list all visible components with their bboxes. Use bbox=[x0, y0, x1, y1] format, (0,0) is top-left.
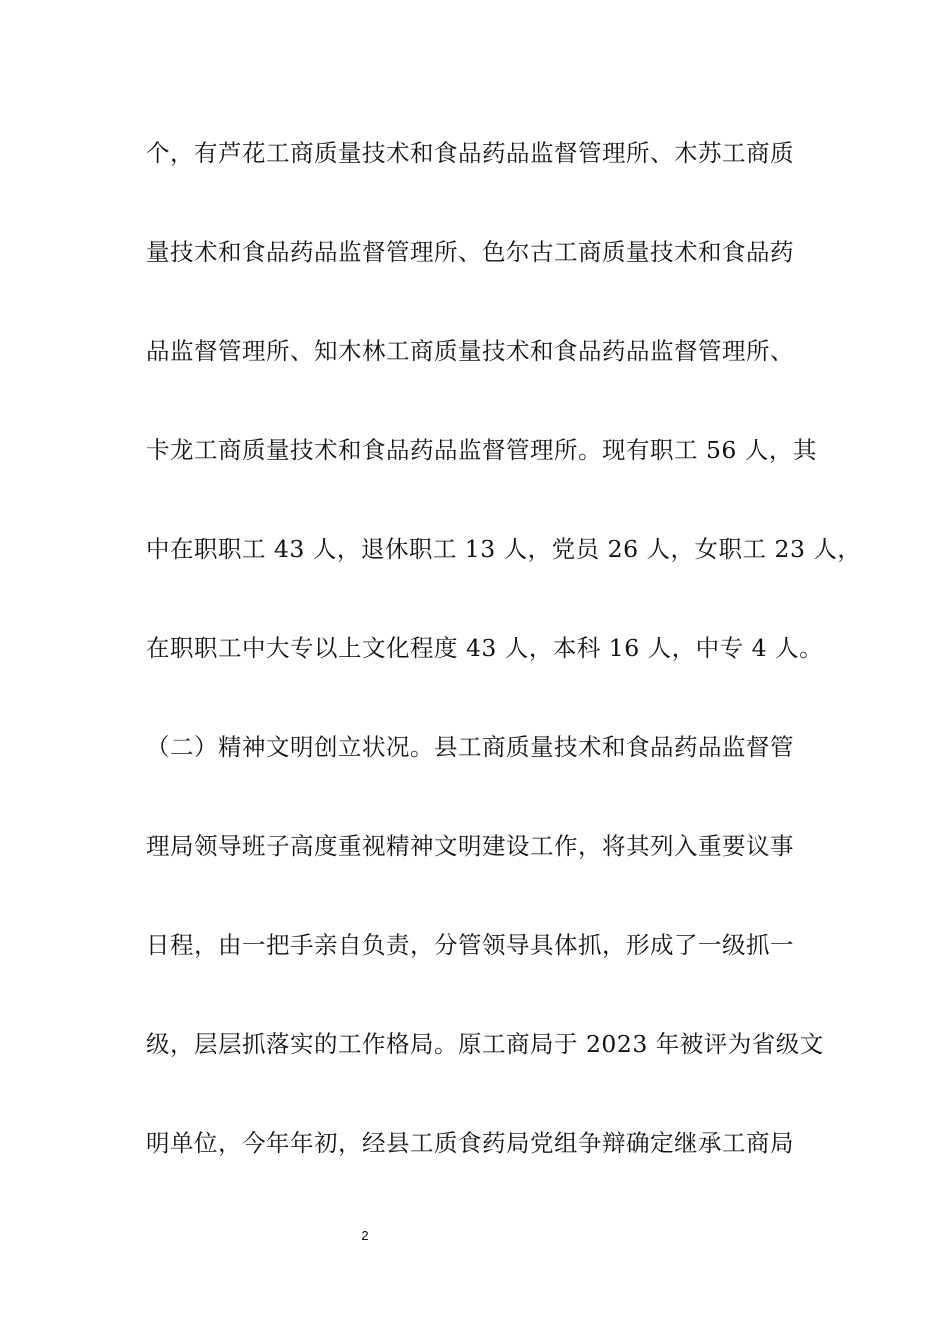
text-line-3: 品监督管理所、知木林工商质量技术和食品药品监督管理所、 bbox=[146, 337, 794, 365]
text-line-5: 中在职职工 43 人，退休职工 13 人，党员 26 人，女职工 23 人， bbox=[146, 535, 862, 563]
text-line-11: 明单位，今年年初，经县工质食药局党组争辩确定继承工商局 bbox=[146, 1129, 794, 1157]
text-line-2: 量技术和食品药品监督管理所、色尔古工商质量技术和食品药 bbox=[146, 238, 794, 266]
text-line-6: 在职职工中大专以上文化程度 43 人，本科 16 人，中专 4 人。 bbox=[146, 634, 824, 662]
text-line-1: 个，有芦花工商质量技术和食品药品监督管理所、木苏工商质 bbox=[146, 139, 794, 167]
text-line-7: （二）精神文明创立状况。县工商质量技术和食品药品监督管 bbox=[146, 733, 794, 761]
text-line-10: 级，层层抓落实的工作格局。原工商局于 2023 年被评为省级文 bbox=[146, 1030, 824, 1058]
text-line-9: 日程，由一把手亲自负责，分管领导具体抓，形成了一级抓一 bbox=[146, 931, 794, 959]
text-line-4: 卡龙工商质量技术和食品药品监督管理所。现有职工 56 人，其 bbox=[146, 436, 817, 464]
text-line-8: 理局领导班子高度重视精神文明建设工作，将其列入重要议事 bbox=[146, 832, 794, 860]
page-number: 2 bbox=[361, 1228, 369, 1243]
